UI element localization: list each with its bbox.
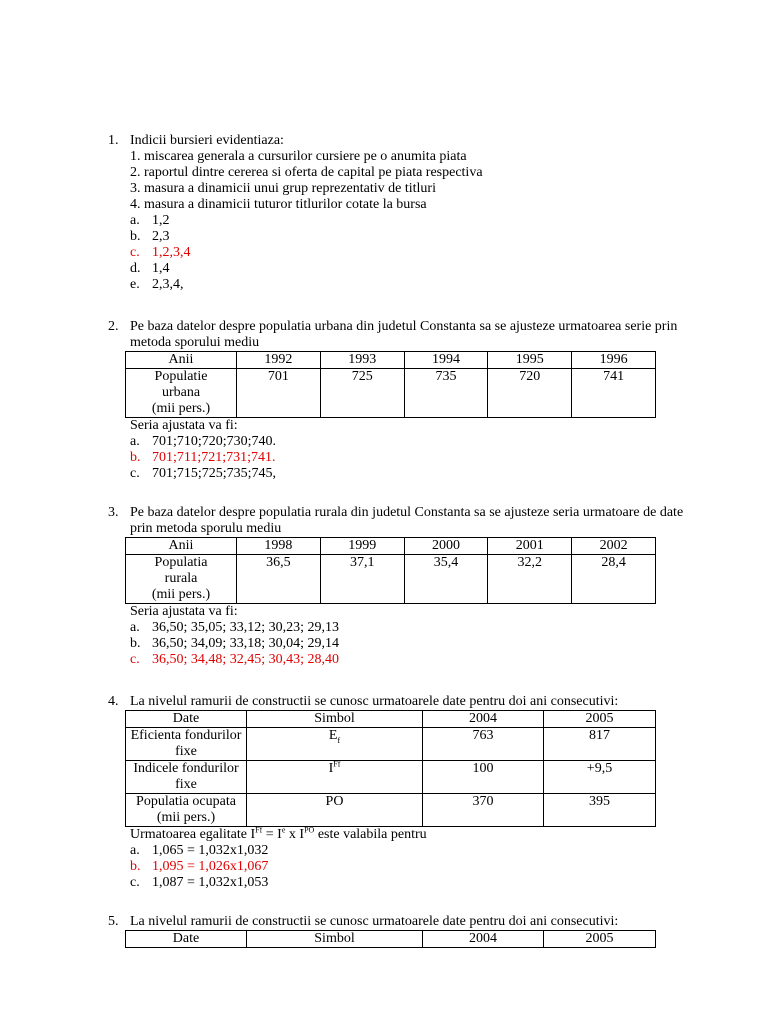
table-cell: 1999	[320, 538, 404, 555]
question-stem: La nivelul ramurii de constructii se cunosc urmatoarele date pentru doi ani consecutivi:	[130, 694, 619, 709]
answer-option-correct: c. 1,2,3,4	[130, 245, 191, 260]
table-row	[126, 761, 656, 794]
question-number: 2.	[108, 319, 119, 334]
table-cell: 37,1	[320, 555, 404, 604]
table-cell: 2004	[423, 711, 544, 728]
question-5	[108, 914, 688, 948]
table-cell: 36,5	[237, 555, 321, 604]
statement: 2. raportul dintre cererea si oferta de capital pe piata respectiva	[130, 165, 483, 180]
table-cell: 100	[423, 761, 544, 794]
result-label: Seria ajustata va fi:	[130, 418, 238, 433]
table-cell: Simbol	[247, 931, 423, 948]
table-cell: 725	[320, 369, 404, 418]
table-cell: 370	[423, 794, 544, 827]
row-label-cell: Eficienta fondurilor fixe	[126, 728, 247, 761]
symbol-cell: $E_f$	[247, 728, 423, 761]
table-cell: 35,4	[404, 555, 488, 604]
question-stem: Indicii bursieri evidentiaza:	[130, 133, 284, 148]
data-table	[125, 710, 656, 827]
answer-option: a. 1,2	[130, 213, 170, 228]
question-number: 5.	[108, 914, 119, 929]
question-1	[108, 133, 688, 293]
answer-option: d. 1,4	[130, 261, 170, 276]
row-label-cell: Populatia rurala (mii pers.)	[126, 555, 237, 604]
data-table	[125, 930, 656, 948]
question-stem: Pe baza datelor despre populatia urbana din judetul Constanta sa se ajusteze urmatoarea serie prin metoda sporului mediu	[130, 319, 678, 350]
table-cell: 1996	[572, 352, 656, 369]
answer-option: a. 36,50; 35,05; 33,12; 30,23; 29,13	[130, 620, 340, 635]
row-label-cell: Indicele fondurilor fixe	[126, 761, 247, 794]
question-3	[108, 505, 688, 668]
equation-statement: Urmatoarea egalitate $I^{Ff} = I^e$ x $I^{PO}$ este valabila pentru	[130, 825, 427, 842]
table-cell: 2002	[572, 538, 656, 555]
question-number: 4.	[108, 694, 119, 709]
answer-option-correct: b. 1,095 = 1,026x1,067	[130, 859, 269, 874]
row-label-cell: Populatie urbana (mii pers.)	[126, 369, 237, 418]
table-cell: Date	[126, 931, 247, 948]
question-2	[108, 319, 688, 482]
table-cell: 395	[544, 794, 656, 827]
table-cell: 763	[423, 728, 544, 761]
question-stem: La nivelul ramurii de constructii se cunosc urmatoarele date pentru doi ani consecutivi:	[130, 914, 619, 929]
answer-option: e. 2,3,4,	[130, 277, 184, 292]
table-row	[126, 369, 656, 418]
table-cell: 817	[544, 728, 656, 761]
table-cell: 28,4	[572, 555, 656, 604]
table-header-row	[126, 352, 656, 369]
table-cell: 1994	[404, 352, 488, 369]
row-label-cell: Populatia ocupata (mii pers.)	[126, 794, 247, 827]
answer-option: b. 36,50; 34,09; 33,18; 30,04; 29,14	[130, 636, 340, 651]
table-cell: 1995	[488, 352, 572, 369]
answer-option-correct: b. 701;711;721;731;741.	[130, 450, 276, 465]
table-cell: Anii	[126, 538, 237, 555]
table-cell: 2005	[544, 711, 656, 728]
table-header-row	[126, 931, 656, 948]
table-cell: Anii	[126, 352, 237, 369]
data-table	[125, 537, 656, 604]
answer-option: a. 701;710;720;730;740.	[130, 434, 277, 449]
table-cell: 1993	[320, 352, 404, 369]
table-cell: 32,2	[488, 555, 572, 604]
question-number: 1.	[108, 133, 119, 148]
answer-option: c. 701;715;725;735;745,	[130, 466, 277, 481]
table-cell: 1998	[237, 538, 321, 555]
table-cell: 701	[237, 369, 321, 418]
question-stem: Pe baza datelor despre populatia rurala din judetul Constanta sa se ajusteze seria urmatoare de date prin metoda sporulu mediu	[130, 505, 684, 536]
table-header-row	[126, 711, 656, 728]
answer-option: b. 2,3	[130, 229, 170, 244]
statement: 4. masura a dinamicii tuturor titlurilor cotate la bursa	[130, 197, 427, 212]
table-cell: 1992	[237, 352, 321, 369]
table-cell: 735	[404, 369, 488, 418]
table-row	[126, 794, 656, 827]
table-cell: 741	[572, 369, 656, 418]
table-cell: 720	[488, 369, 572, 418]
table-cell: +9,5	[544, 761, 656, 794]
symbol-cell: PO	[247, 794, 423, 827]
symbol-cell: $I^{Ff}$	[247, 761, 423, 794]
data-table	[125, 351, 656, 418]
question-4	[108, 694, 688, 891]
table-cell: 2005	[544, 931, 656, 948]
question-number: 3.	[108, 505, 119, 520]
answer-option-correct: c. 36,50; 34,48; 32,45; 30,43; 28,40	[130, 652, 340, 667]
answer-option: c. 1,087 = 1,032x1,053	[130, 875, 269, 890]
statement: 3. masura a dinamicii unui grup reprezentativ de titluri	[130, 181, 436, 196]
table-cell: Simbol	[247, 711, 423, 728]
statement: 1. miscarea generala a cursurilor cursiere pe o anumita piata	[130, 149, 467, 164]
table-cell: 2001	[488, 538, 572, 555]
answer-option: a. 1,065 = 1,032x1,032	[130, 843, 269, 858]
table-cell: 2000	[404, 538, 488, 555]
table-row	[126, 728, 656, 761]
table-cell: 2004	[423, 931, 544, 948]
table-cell: Date	[126, 711, 247, 728]
table-header-row	[126, 538, 656, 555]
result-label: Seria ajustata va fi:	[130, 604, 238, 619]
table-row	[126, 555, 656, 604]
